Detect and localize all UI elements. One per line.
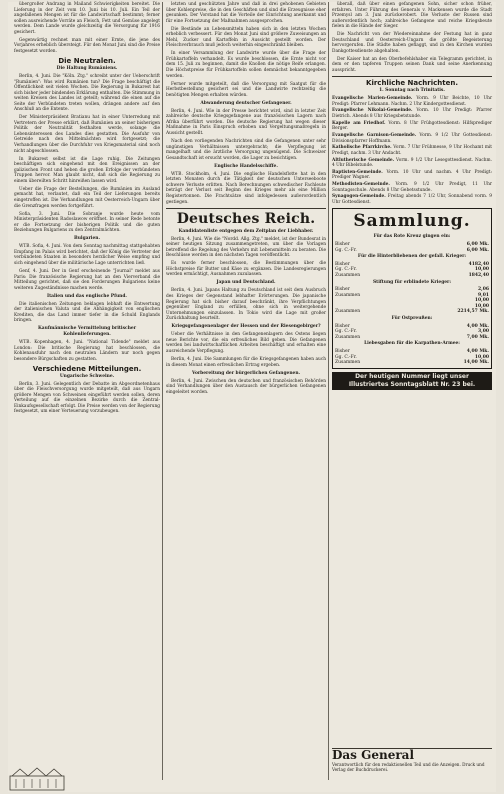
article-paragraph: Ueber die Frage der Bestellungen, die Rumänien im Ausland gemacht hat, verlautet, daß ein Teil der Lieferungen bereits eingetroffen ist. Die Verhandlungen mit Oesterreich-Ungarn über die Grenzfragen werden fortgeführt. [14,186,160,209]
subheading: Vorbereitung der bürgerlichen Gefangenen. [191,370,301,376]
row-label: Bisher [335,242,350,247]
church-text: Vorm. 8 Uhr Frühgottesdienst: Hilfsprediger Berger. [332,120,492,132]
donation-row [335,335,489,341]
newspaper-page [8,2,496,792]
row-label: Zusammen [335,360,361,366]
row-label: Gg. C.-Fr. [335,247,357,253]
article-paragraph: In Bukarest selbst ist die Lage ruhig. Die Zeitungen beschäftigen sich eingehend mit den Ereignissen an der galizischen Front und heben die großen Erfolge der verbündeten Truppen hervor. Man glaubt nicht, daß sich die Regierung zu einem übereilten Schritt hinreißen lassen wird. [14,156,160,184]
donation-row [335,309,489,315]
row-amount: 10,00 [474,267,489,273]
row-amount: 9,01 [478,292,489,298]
article-paragraph: Ueber die Verhältnisse in den Gefangenenlagern des Ostens liegen neue Berichte vor, die ein erfreuliches Bild geben. Die Gefangenen werden bei landwirtschaftlichen Arbeiten beschäftigt und erhalten eine ausreichende Verpflegung. [166,332,326,354]
church-text: Vorm. 9 1/2 Uhr Gottesdienst: Divisionspfarrer Hoffmann. [332,132,492,144]
church-text: Vorm. 10 Uhr Predigt: Pfarrer Dietrich. Abends 8 Uhr Kriegsbetstunde. [332,108,492,119]
row-amount: 10,00 [474,354,489,360]
row-amount: 14,00 Mk. [463,360,489,366]
article-paragraph: WTB. Stockholm, 4. Juni. Die englische Handelsflotte hat in den letzten Monaten durch die Tätigkeit der deutschen Unterseeboote schwere Verluste erlitten. Nach Berechnungen schwedischer Fachleute beträgt der Verlust seit Beginn des Krieges mehr als eine Million Registertonnen. Die Frachtsätze sind infolgedessen außerordentlich gestiegen. [166,171,326,205]
list-item [332,121,492,132]
church-name: Baptisten-Gemeinde. [332,169,383,175]
subheading: Ungarische Schweine. [59,373,115,379]
column-rule [328,2,329,780]
row-amount: 4,00 Mk. [466,323,489,329]
article-paragraph: Nach den vorliegenden Nachrichten sind die Gefangenen unter sehr ungünstigen Verhältnissen untergebracht; die Verpflegung ist mangelhaft und die ärztliche Versorgung ungenügend. Die Schweizer Gesandtschaft ist ersucht worden, die Lager zu besichtigen. [166,139,326,161]
subheading: Kriegsgefangenenlager der Hessen und der Riesengebirger? [171,324,321,330]
church-text: Vorm. 7 Uhr Frühmesse, 9 Uhr Hochamt mit Predigt, nachm. 3 Uhr Andacht. [332,145,492,156]
row-amount: 2,06 [478,287,489,293]
article-paragraph: Genf, 4. Juni. Der in Genf erscheinende "Journal" meldet aus Paris: Die französische Regierung hat an den Vierverband die Mitteilung gerichtet, daß sie den Forderungen Bulgariens keine weiteren Zugeständnisse machen werde. [14,268,160,291]
row-amount: 10,00 [474,303,489,309]
donation-row [335,273,489,279]
notice-line: Der heutigen Nummer liegt unser [355,372,469,380]
row-amount: 2214,57 Mk. [457,309,489,315]
article-paragraph: Berlin, 4. Juni. Wie die "Nordd. Allg. Ztg." meldet, ist der Bundesrat in seiner heutigen Sitzung zusammengetreten, um über die Vorlagen betreffend die Regelung des Verkehrs mit Lebensmitteln zu beraten. Die Beschlüsse werden in den nächsten Tagen veröffentlicht. [166,236,326,259]
row-label: Bisher [335,323,350,329]
article-paragraph: In einer Versammlung der Landwirte wurde über die Frage der Frühkartoffeln verhandelt. Es wurde beschlossen, die Ernte nicht vor dem 15. Juli zu beginnen, damit die Knollen die nötige Reife erlangen. Die Höchstpreise für Frühkartoffeln sollen demnächst bekanntgegeben werden. [166,51,326,79]
donation-heading: Für die Hinterbliebenen der gefall. Krieger: [357,254,467,260]
church-name: Evangelische Marien-Gemeinde. [332,96,413,102]
donations-box [332,208,492,368]
column-rule [162,2,163,780]
footer-note: Verantwortlich für den redaktionellen Teil und die Anzeigen. Druck und Verlag der Buchdruckerei. [332,762,485,772]
divider [166,208,326,209]
article-paragraph: Ferner wurde mitgeteilt, daß die Versorgung mit Saatgut für die Herbstbestellung gesichert sei und die Landwirte rechtzeitig die benötigten Mengen erhalten würden. [166,81,326,98]
article-paragraph: Sofia, 3. Juni. Die Sobranje wurde heute vom Ministerpräsidenten Radoslawow eröffnet. In seiner Rede betonte er die Fortsetzung der bisherigen Politik und die guten Beziehungen Bulgariens zu den Zentralmächten. [14,211,160,234]
article-paragraph: übergroßer Andrang in Mailand Schwierigkeiten bereitet. Die Lieferung in der Zeit vom 10. Juni bis 10. Juli. Ein Teil der angefallenen Mengen ist für die Landwirtschaft bestimmt; ferner sollen ausreichende Vorräte an Fleisch, Fett und Gemüse angelegt werden. Dem Lande wurde gleichzeitig die Versorgung für 1916 gesichert. [14,2,160,35]
article-paragraph: überall, daß über einen gefangenen Sohn, sicher schon früher, erfahren. Unter Führung des Generals v. Mackensen wurde die Stadt Przemysl am 3. Juni zurückerobert. Die Verluste der Russen sind außerordentlich hoch; zahlreiche Gefangene und reiche Kriegsbeute fielen in die Hände der Sieger. [332,2,492,30]
row-label: Zusammen [335,272,361,278]
article-paragraph: WTB. Sofia, 4. Juni. Von dem Sonntag nachmittag stattgehabten Empfang im Palais wird berichtet, daß der König die Vertreter der verbündeten Staaten in besonders herzlicher Weise empfing und sich eingehend über die militärische Lage unterrichten ließ. [14,244,160,266]
section-heading: Kirchliche Nachrichten. [366,79,458,88]
church-text: Vorm. 9 1/2 Uhr Lesegottesdienst. Nachm. 4 Uhr Bibelstunde. [332,157,492,169]
article-paragraph: Berlin, 4. Juni. Japans Haltung zu Deutschland ist seit dem Ausbruch des Krieges der Gegenstand lebhafter Erörterungen. Die japanische Regierung hat sich bisher darauf beschränkt, ihre Verpflichtungen gegenüber England zu erfüllen, ohne sich in weitergehende Unternehmungen einzulassen. In Tokio wird die Lage mit großer Zurückhaltung beurteilt. [166,288,326,322]
row-amount: 6,00 Mk. [466,247,489,253]
church-name: Methodisten-Gemeinde. [332,182,390,188]
church-text: Vorm. 9 1/2 Uhr Predigt, 11 Uhr Sonntagsschule. Abends 8 Uhr Gebetsstunde. [332,182,492,193]
donation-heading: Für Ostpreußen: [391,316,433,322]
list-item [332,182,492,193]
church-name: Katholische Pfarrkirche. [332,145,392,151]
footer [332,748,492,772]
supplement-notice [332,372,492,390]
article-paragraph: Es wurde ferner beschlossen, die Bestimmungen über die Höchstpreise für Butter und Käse zu ergänzen. Die Landesregierungen werden ermächtigt, Ausnahmen zuzulassen. [166,261,326,278]
church-name: Altlutherische Gemeinde. [332,157,395,163]
row-amount: 3,00 [478,329,489,335]
notice-line: Illustriertes Sonntagsblatt Nr. 23 bei. [348,380,476,388]
article-paragraph: Die Bestände an Lebensmitteln haben sich in den letzten Wochen erheblich verbessert. Für den Monat Juni sind größere Zuweisungen an Mehl, Zucker und Kartoffeln in Aussicht gestellt worden. Der Fleischverbrauch muß jedoch weiterhin eingeschränkt bleiben. [166,26,326,49]
row-label: Gg. C.-Fr. [335,354,357,360]
divider [332,76,492,77]
donation-row [335,248,489,254]
church-name: Evangelische Nikolai-Gemeinde. [332,108,413,114]
article-paragraph: letzten und geschützten Jahre und daß in drei gehobenen Gebieten über Kohlenpreise, die in den Geschäften und sind die Erzeugnisse eher gesunken. Der Vorstand hat die Vorteile der Einrichtung anerkannt und für eine Fortsetzung der Maßnahmen ausgesprochen. [166,2,326,24]
church-text: Vorm. 9 Uhr Beichte, 10 Uhr Predigt: Pfarrer Lehmann. Nachm. 2 Uhr Kindergottesdienst. [332,96,492,107]
article-paragraph: WTB. Kopenhagen, 4. Juni. "National Tidende" meldet aus London: Die britische Regierung hat beschlossen, die Kohlenausfuhr nach den neutralen Ländern nur noch gegen besondere Bürgschaften zu gestatten. [14,339,160,362]
subheading: Kandidatenliste entgegen dem Zeitplan der Liebhaber. [178,228,314,234]
subheading: Die Haltung Rumäniens. [56,65,118,71]
row-label: Bisher [335,348,350,354]
subheading: 1. Sonntag nach Trinitatis. [379,88,445,94]
donation-heading: Für das Rote Kreuz gingen ein: [373,234,451,240]
section-heading: Die Neutralen. [58,56,116,65]
list-item [332,158,492,169]
row-label: Gg. C.-Fr. [335,329,357,335]
list-item [332,194,492,205]
subheading: Abwanderung deutscher Gefangener. [200,100,292,106]
church-text: Freitag abends 7 1/2 Uhr, Sonnabend vorm. 9 Uhr Gottesdienst. [332,194,492,205]
section-heading: Verschiedene Mitteilungen. [32,364,142,373]
church-name: Synagogen-Gemeinde. [332,194,386,200]
row-label: Bisher [335,287,350,293]
subheading: Italien und das englische Pfund. [47,293,127,299]
row-amount: 6,00 Mk. [466,242,489,247]
church-list [332,96,492,205]
column-2 [166,2,326,398]
footer-title: Das General [332,748,415,762]
article-paragraph: Berlin, 4. Juni. Die "Köln. Ztg." schreibt unter der Ueberschrift "Rumänien": Was wird Rumänien tun? Die Frage beschäftigt die Öffentlichkeit seit vielen Wochen. Die Regierung in Bukarest hat sich bisher jeder bindenden Erklärung enthalten. Die Stimmung in weiten Kreisen des Landes ist geteilt; während die einen auf die Seite der Verbündeten treten wollen, drängen andere auf den Anschluß an die Entente. [14,73,160,113]
donation-row [335,360,489,366]
article-paragraph: Die Nachricht von der Wiedereinnahme der Festung hat in ganz Deutschland und Oesterreich-Ungarn die größte Begeisterung hervorgerufen. Die Städte haben geflaggt, und in den Kirchen wurden Dankgottesdienste abgehalten. [332,32,492,54]
row-label: Zusammen [335,334,361,340]
box-title: Sammlung. [353,211,471,232]
list-item [332,108,492,119]
section-title: Deutsches Reich. [176,210,316,227]
row-label: Zusammen [335,292,361,298]
article-paragraph: Gegenwärtig rechnet man mit einer Ernte, die jene des Vorjahres erheblich übersteigt. Für den Monat Juni sind die Preise festgesetzt worden. [14,37,160,54]
row-amount: 4,00 Mk. [466,348,489,354]
list-item [332,133,492,144]
donation-heading: Liebesgaben für die Karpathen-Armee: [364,341,460,347]
row-label: Bisher [335,261,350,267]
row-amount: 7,00 Mk. [466,334,489,340]
subheading: Englische Handelsschiffe. [214,163,278,169]
church-name: Evangelische Garnison-Gemeinde. [332,132,417,138]
subheading: Japan und Deutschland. [216,280,276,286]
article-paragraph: Berlin, 4. Juni. Zwischen den deutschen und französischen Behörden sind Verhandlungen über den Austausch der bürgerlichen Gefangenen eingeleitet worden. [166,378,326,395]
subheading: Bulgarien. [74,236,100,242]
list-item [332,170,492,181]
list-item [332,96,492,107]
list-item [332,145,492,156]
subheading: Kaufmännische Vermittelung britischer Kohlenlieferungen. [37,326,137,337]
church-text: Vorm. 10 Uhr und nachm. 4 Uhr Predigt: Prediger Wagner. [332,169,492,181]
column-3 [332,2,492,390]
article-paragraph: Die italienischen Zeitungen beklagen lebhaft die Entwertung der italienischen Valuta und die Abhängigkeit von englischen Krediten, die das Land immer tiefer in die Schuld Englands bringen. [14,301,160,324]
donation-heading: Stiftung für erblindete Krieger: [373,279,451,285]
church-name: Kapelle am Friedhof. [332,120,386,126]
column-1 [14,2,160,418]
row-amount: 4182,40 [468,261,489,267]
row-label: Zusammen [335,309,361,315]
library-stamp-icon [8,766,66,792]
row-label: Gg. C.-Fr. [335,267,357,273]
row-amount: 10,00 [474,298,489,304]
row-amount: 1842,40 [468,272,489,278]
article-paragraph: Berlin, 4. Juni. Die Sammlungen für die Kriegsgefangenen haben auch in diesem Monat einen erfreulichen Ertrag ergeben. [166,356,326,368]
article-paragraph: Der Kaiser hat an den Oberbefehlshaber ein Telegramm gerichtet, in dem er den tapferen Truppen seinen Dank und seine Anerkennung ausspricht. [332,56,492,74]
article-paragraph: Berlin, 4. Juni. Wie in der Presse berichtet wird, sind in letzter Zeit zahlreiche deutsche Kriegsgefangene aus französischen Lagern nach Afrika überführt worden. Die deutsche Regierung hat wegen dieser Maßnahme in Paris Einspruch erhoben und Vergeltungsmaßregeln in Aussicht gestellt. [166,108,326,136]
article-paragraph: Der Ministerpräsident Bratianu hat in einer Unterredung mit Vertretern der Presse erklärt, daß Rumänien an seiner bisherigen Politik der Neutralität festhalten werde, solange die Lebensinteressen des Landes dies gestatten. Die Ausfuhr von Getreide nach den Mittelmächten wird fortgesetzt; die Verhandlungen über die Durchfuhr von Kriegsmaterial sind noch nicht abgeschlossen. [14,115,160,154]
article-paragraph: Berlin, 3. Juni. Gelegentlich der Debatte im Abgeordnetenhaus über die Fleischversorgung wurde mitgeteilt, daß aus Ungarn größere Mengen von Schweinen eingeführt werden sollen, deren Verteilung auf die einzelnen Bezirke durch die Zentral-Einkaufsgesellschaft erfolgt. Die Preise werden von der Regierung festgesetzt, um einer Verteuerung vorzubeugen. [14,381,160,415]
